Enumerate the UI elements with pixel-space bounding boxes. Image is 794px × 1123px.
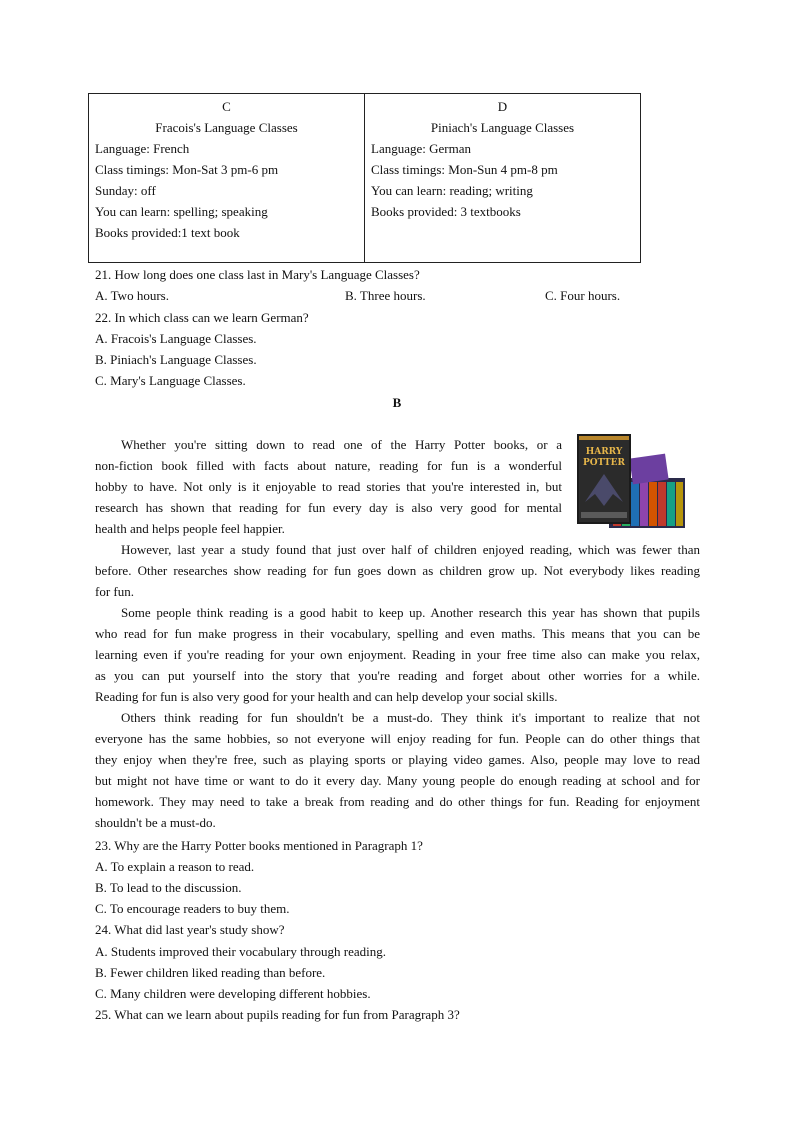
q24-option-a: A. Students improved their vocabulary through reading. (95, 944, 386, 959)
class-c-books: Books provided:1 text book (95, 225, 240, 240)
q21-stem: 21. How long does one class last in Mary's Language Classes? (95, 267, 420, 282)
p3-line-1: Some people think reading is a good habit to keep up. Another research this year has shown that pupils (121, 605, 700, 620)
p4-line-1: Others think reading for fun shouldn't be a must-do. They think it's important to realize that not (121, 710, 700, 725)
p4-line-4: but might not have time or want to do it every day. Many young people do enough reading at school and for (95, 773, 700, 788)
q22-stem: 22. In which class can we learn German? (95, 310, 309, 325)
q23-option-b: B. To lead to the discussion. (95, 880, 242, 895)
harry-potter-books-image (575, 432, 687, 530)
q21-option-a: A. Two hours. (95, 288, 169, 303)
class-c-learn: You can learn: spelling; speaking (95, 204, 268, 219)
p1-line-2: non-fiction book filled with facts about nature, reading for fun is a wonderful (95, 458, 562, 473)
class-c-language: Language: French (95, 141, 190, 156)
cover-title-1: HARRY (585, 447, 623, 457)
class-c-cell (89, 94, 365, 263)
q25-stem: 25. What can we learn about pupils reading for fun from Paragraph 3? (95, 1007, 460, 1022)
class-c-sunday: Sunday: off (95, 183, 156, 198)
p2-line-1: However, last year a study found that just over half of children enjoyed reading, which was fewer than (121, 542, 700, 557)
p1-line-1: Whether you're sitting down to read one of the Harry Potter books, or a (121, 437, 562, 452)
class-d-language: Language: German (371, 141, 471, 156)
q21-option-c: C. Four hours. (545, 288, 621, 303)
q23-option-a: A. To explain a reason to read. (95, 859, 255, 874)
p1-line-5: health and helps people feel happier. (95, 521, 285, 536)
class-d-timings: Class timings: Mon-Sun 4 pm-8 pm (371, 162, 558, 177)
p4-line-2: everyone has the same hobbies, so not everyone will enjoy reading for fun. People can do other things that (95, 731, 700, 746)
class-c-letter: C (222, 99, 231, 114)
q24-option-b: B. Fewer children liked reading than before. (95, 965, 326, 980)
q21-option-b: B. Three hours. (345, 288, 426, 303)
p4-line-3: they enjoy when they're free, such as playing sports or playing video games. Also, people may love to read (95, 752, 700, 767)
p3-line-5: Reading for fun is also very good for your health and can help develop your social skills. (95, 689, 558, 704)
p1-line-3: hobby to have. Not only is it enjoyable to read stories that you're interested in, but (95, 479, 562, 494)
q22-option-c: C. Mary's Language Classes. (95, 373, 246, 388)
class-d-letter: D (497, 99, 508, 114)
p2-line-2: before. Other researches show reading for fun goes down as children grow up. Not everybody likes reading (95, 563, 700, 578)
p3-line-4: as you can put yourself into the story that you're reading and forget about other worries for a while. (95, 668, 700, 683)
class-d-cell (365, 94, 641, 263)
q24-option-c: C. Many children were developing different hobbies. (95, 986, 371, 1001)
class-d-title: Piniach's Language Classes (430, 120, 575, 135)
class-c-title: Fracois's Language Classes (155, 120, 298, 135)
class-d-books: Books provided: 3 textbooks (371, 204, 521, 219)
p4-line-5: homework. They may need to take a break from reading and do other things for fun. Reading for enjoyment (95, 794, 700, 809)
cover-title-2: POTTER (582, 458, 626, 468)
p3-line-2: who read for fun make progress in their vocabulary, spelling and even maths. This means that you can be (95, 626, 700, 641)
p2-line-3: for fun. (95, 584, 134, 599)
class-d-learn: You can learn: reading; writing (371, 183, 533, 198)
class-c-timings: Class timings: Mon-Sat 3 pm-6 pm (95, 162, 279, 177)
q22-option-b: B. Piniach's Language Classes. (95, 352, 257, 367)
p4-line-6: shouldn't be a must-do. (95, 815, 216, 830)
q22-option-a: A. Fracois's Language Classes. (95, 331, 257, 346)
section-b-heading: B (392, 395, 402, 410)
p1-line-4: research has shown that reading for fun every day is also very good for mental (95, 500, 562, 515)
q23-stem: 23. Why are the Harry Potter books mentioned in Paragraph 1? (95, 838, 423, 853)
q24-stem: 24. What did last year's study show? (95, 922, 285, 937)
q23-option-c: C. To encourage readers to buy them. (95, 901, 290, 916)
classes-table (88, 93, 641, 263)
p3-line-3: learning even if you're reading for your own enjoyment. Reading in your free time also can make you relax, (95, 647, 700, 662)
